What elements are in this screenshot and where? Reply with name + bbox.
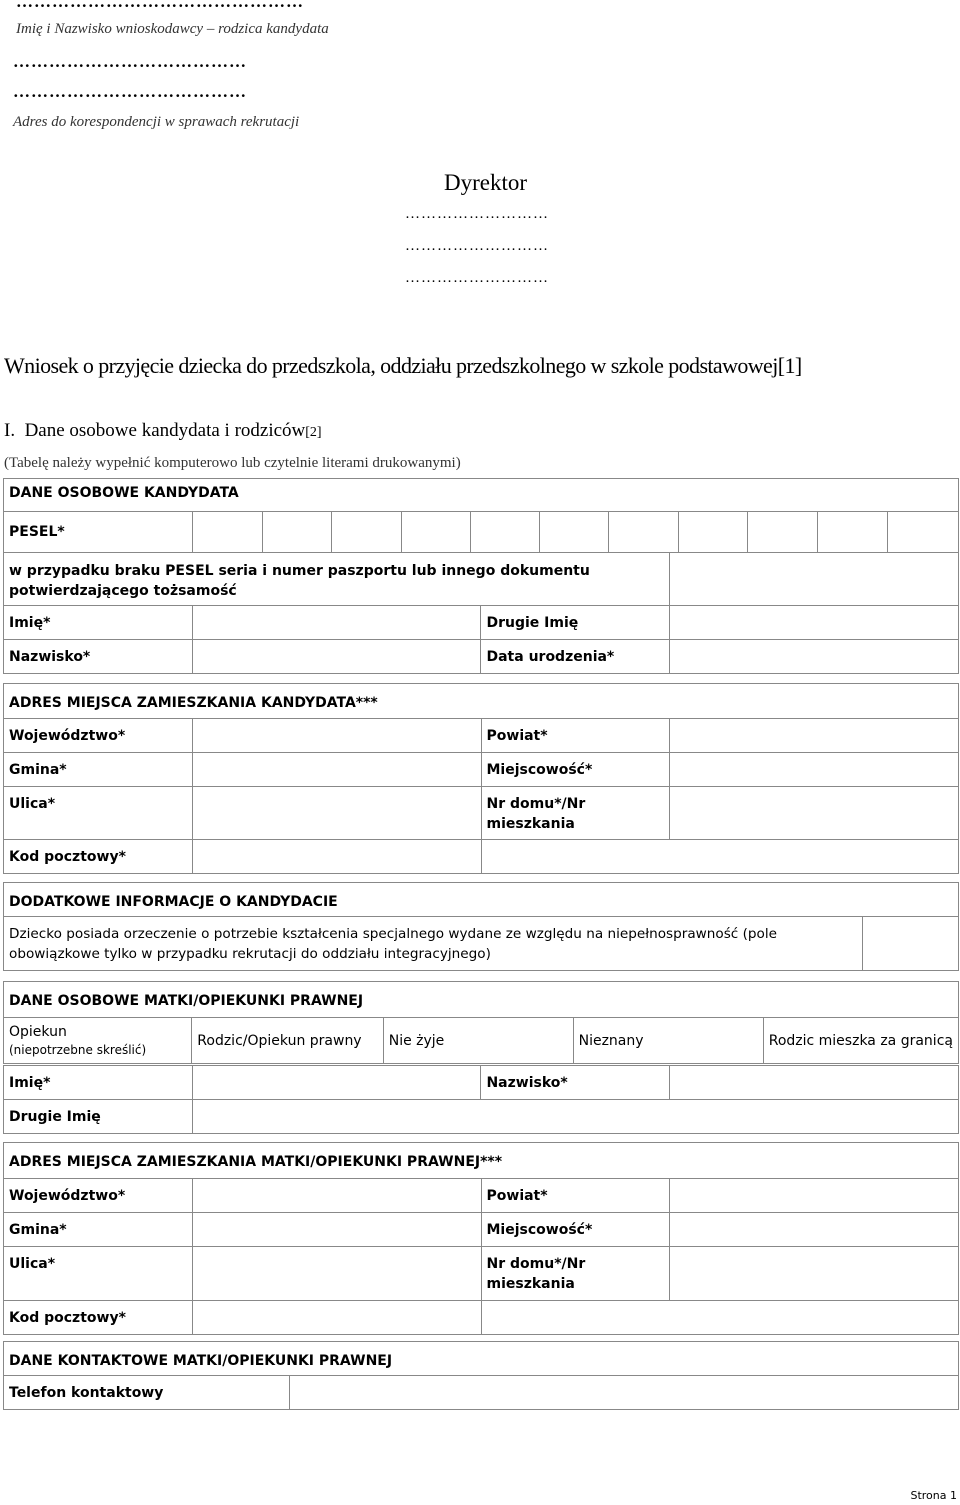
surname-field[interactable]: [192, 640, 481, 674]
county-field[interactable]: [670, 719, 959, 753]
surname-label: Nazwisko*: [4, 640, 193, 674]
director-line-3: ………………………: [405, 270, 549, 286]
mother-names-table: [3, 1065, 959, 1134]
candidate-section-header: DANE OSOBOWE KANDYDATA: [4, 479, 959, 512]
mother-address-table: [3, 1142, 959, 1335]
page-number: Strona 1: [910, 1489, 957, 1502]
mother-contact-header: DANE KONTAKTOWE MATKI/OPIEKUNKI PRAWNEJ: [4, 1342, 959, 1376]
mother-postal-code-field[interactable]: [192, 1301, 481, 1335]
pesel-digit-7[interactable]: [609, 512, 679, 553]
director-line-2: ………………………: [405, 238, 549, 254]
mother-postal-code-label: Kod pocztowy*: [4, 1301, 193, 1335]
additional-info-header: DODATKOWE INFORMACJE O KANDYDACIE: [4, 883, 959, 917]
guardian-option-abroad[interactable]: Rodzic mieszka za granicą: [763, 1018, 958, 1064]
document-number-field[interactable]: [670, 553, 959, 606]
pesel-digit-9[interactable]: [748, 512, 818, 553]
applicant-name-dots: …………………………………………: [16, 0, 304, 11]
section-1-numeral: I.: [4, 420, 16, 441]
mother-contact-table: [3, 1341, 959, 1410]
special-education-text: Dziecko posiada orzeczenie o potrzebie kształcenia specjalnego wydane ze względu na niepełnosprawność (pole obowiązkowe tylko w przypadku rekrutacji do oddziału integracyjnego): [4, 917, 863, 971]
mother-address-header: ADRES MIEJSCA ZAMIESZKANIA MATKI/OPIEKUNKI PRAWNEJ***: [4, 1143, 959, 1179]
pesel-digit-6[interactable]: [540, 512, 609, 553]
candidate-address-table: [3, 683, 959, 874]
postal-code-label: Kod pocztowy*: [4, 840, 193, 874]
guardian-option-deceased[interactable]: Nie żyje: [383, 1018, 573, 1064]
page-title: Wniosek o przyjęcie dziecka do przedszkola, oddziału przedszkolnego w szkole podstawowej[1]: [4, 353, 802, 378]
postal-code-field[interactable]: [192, 840, 481, 874]
birth-date-field[interactable]: [670, 640, 959, 674]
section-1-ref: [2]: [305, 425, 322, 440]
mother-voivodeship-field[interactable]: [192, 1179, 481, 1213]
guardian-title: Opiekun: [9, 1024, 67, 1040]
mother-house-number-field[interactable]: [670, 1247, 959, 1301]
commune-label: Gmina*: [4, 753, 193, 787]
address-dots-1: …………………………………: [13, 52, 247, 71]
additional-info-table: [3, 882, 959, 971]
mother-commune-field[interactable]: [192, 1213, 481, 1247]
mother-street-label: Ulica*: [4, 1247, 193, 1301]
guardian-label: [4, 1018, 192, 1064]
mother-locality-label: Miejscowość*: [481, 1213, 670, 1247]
voivodeship-label: Województwo*: [4, 719, 193, 753]
mother-first-name-field[interactable]: [192, 1066, 481, 1100]
no-pesel-label: w przypadku braku PESEL seria i numer paszportu lub innego dokumentu potwierdzającego tożsamość: [4, 553, 670, 606]
candidate-details-table: [3, 552, 959, 674]
mother-second-name-field[interactable]: [192, 1100, 958, 1134]
applicant-name-label: Imię i Nazwisko wnioskodawcy – rodzica kandydata: [16, 21, 329, 37]
locality-label: Miejscowość*: [481, 753, 670, 787]
section-1-heading: [4, 420, 322, 442]
mother-data-table: [3, 981, 959, 1064]
mother-county-field[interactable]: [670, 1179, 959, 1213]
mother-house-number-label: Nr domu*/Nr mieszkania: [481, 1247, 670, 1301]
guardian-note: (niepotrzebne skreślić): [9, 1043, 147, 1057]
mother-first-name-label: Imię*: [4, 1066, 193, 1100]
mother-section-header: DANE OSOBOWE MATKI/OPIEKUNKI PRAWNEJ: [4, 982, 959, 1018]
mother-surname-label: Nazwisko*: [481, 1066, 670, 1100]
first-name-label: Imię*: [4, 606, 193, 640]
address-label: Adres do korespondencji w sprawach rekrutacji: [13, 114, 300, 130]
pesel-digit-5[interactable]: [470, 512, 540, 553]
pesel-digit-8[interactable]: [679, 512, 748, 553]
first-name-field[interactable]: [192, 606, 481, 640]
mother-surname-field[interactable]: [670, 1066, 959, 1100]
mother-voivodeship-label: Województwo*: [4, 1179, 193, 1213]
section-1-note: (Tabelę należy wypełnić komputerowo lub czytelnie literami drukowanymi): [4, 455, 461, 471]
director-title: Dyrektor: [444, 170, 528, 195]
phone-label: Telefon kontaktowy: [4, 1376, 290, 1410]
house-number-label: Nr domu*/Nr mieszkania: [481, 787, 670, 840]
house-number-field[interactable]: [670, 787, 959, 840]
mother-commune-label: Gmina*: [4, 1213, 193, 1247]
commune-field[interactable]: [192, 753, 481, 787]
second-name-label: Drugie Imię: [481, 606, 670, 640]
county-label: Powiat*: [481, 719, 670, 753]
mother-county-label: Powiat*: [481, 1179, 670, 1213]
director-line-1: ………………………: [405, 206, 549, 222]
section-1-title: Dane osobowe kandydata i rodziców: [24, 420, 306, 441]
candidate-address-header: ADRES MIEJSCA ZAMIESZKANIA KANDYDATA***: [4, 684, 959, 719]
pesel-label: PESEL*: [4, 512, 193, 553]
pesel-digit-1[interactable]: [192, 512, 262, 553]
pesel-digit-4[interactable]: [401, 512, 470, 553]
empty-cell: [481, 1301, 959, 1335]
pesel-digit-2[interactable]: [262, 512, 331, 553]
special-education-field[interactable]: [863, 917, 959, 971]
locality-field[interactable]: [670, 753, 959, 787]
street-label: Ulica*: [4, 787, 193, 840]
second-name-field[interactable]: [670, 606, 959, 640]
mother-second-name-label: Drugie Imię: [4, 1100, 193, 1134]
pesel-digit-11[interactable]: [888, 512, 959, 553]
birth-date-label: Data urodzenia*: [481, 640, 670, 674]
candidate-data-table: [3, 478, 959, 553]
voivodeship-field[interactable]: [192, 719, 481, 753]
empty-cell: [481, 840, 959, 874]
mother-locality-field[interactable]: [670, 1213, 959, 1247]
mother-street-field[interactable]: [192, 1247, 481, 1301]
guardian-option-unknown[interactable]: Nieznany: [573, 1018, 763, 1064]
phone-field[interactable]: [289, 1376, 958, 1410]
pesel-digit-3[interactable]: [331, 512, 401, 553]
pesel-digit-10[interactable]: [818, 512, 888, 553]
guardian-option-parent[interactable]: Rodzic/Opiekun prawny: [192, 1018, 383, 1064]
street-field[interactable]: [192, 787, 481, 840]
address-dots-2: …………………………………: [13, 82, 247, 101]
